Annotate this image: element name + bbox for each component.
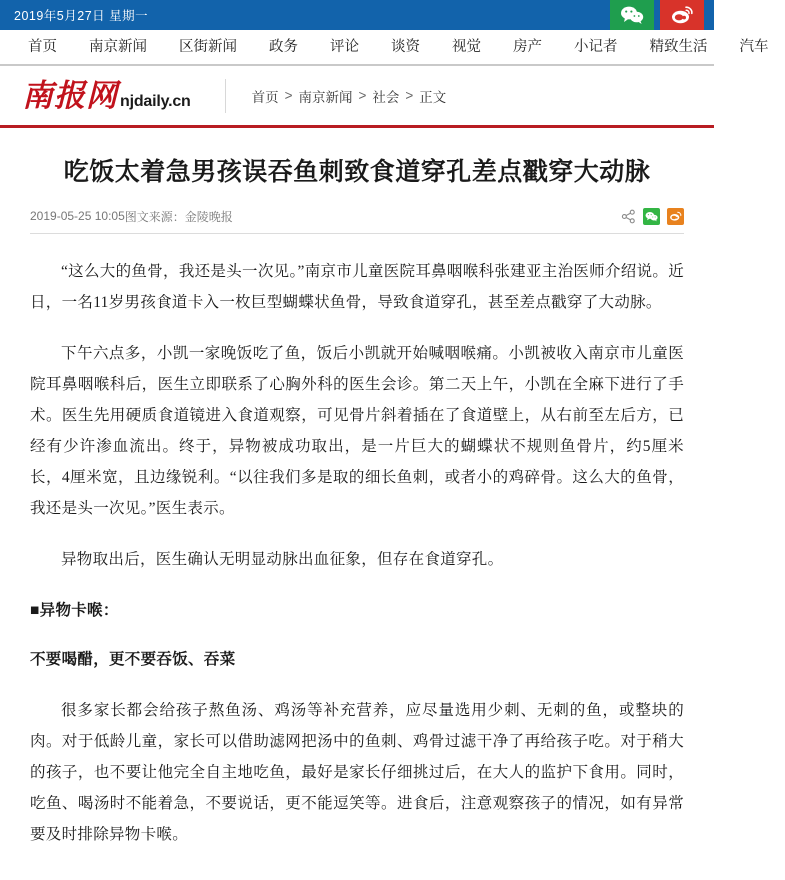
nav-item-5[interactable]: 谈资: [391, 39, 420, 55]
main-navigation: [0, 30, 769, 66]
weibo-icon[interactable]: [660, 0, 704, 30]
article-source: 图文来源：金陵晚报: [124, 209, 233, 224]
breadcrumb: [252, 86, 447, 106]
breadcrumb-separator-1: >: [358, 88, 367, 103]
breadcrumb-item-1[interactable]: 南京新闻: [298, 89, 353, 105]
page-title: 吃饭太着急男孩误吞鱼刺致食道穿孔差点戳穿大动脉: [63, 158, 651, 186]
article-date: 2019-05-25 10:05: [30, 209, 125, 224]
current-date: 2019年5月27日 星期一: [14, 9, 149, 23]
share-group: [620, 208, 684, 225]
article-body: [30, 256, 684, 850]
nav-item-1[interactable]: 南京新闻: [89, 39, 147, 55]
nav-item-3[interactable]: 政务: [269, 39, 298, 55]
nav-item-9[interactable]: 精致生活: [649, 39, 708, 55]
share-wechat-icon[interactable]: [643, 208, 660, 225]
nav-item-6[interactable]: 视觉: [452, 39, 481, 55]
social-links: [610, 0, 704, 30]
breadcrumb-separator-2: >: [405, 88, 414, 103]
nav-item-7[interactable]: 房产: [513, 39, 542, 55]
breadcrumb-separator-0: >: [284, 88, 293, 103]
share-weibo-icon[interactable]: [667, 208, 684, 225]
article-paragraph-bold: 不要喝醋，更不要吞饭、吞菜: [30, 650, 236, 668]
nav-item-2[interactable]: 区街新闻: [179, 39, 237, 55]
breadcrumb-item-0[interactable]: 首页: [251, 89, 279, 105]
top-bar: [0, 0, 714, 30]
breadcrumb-item-3: 正文: [419, 89, 447, 105]
article-paragraph-5: 很多家长都会给孩子熬鱼汤、鸡汤等补充营养，应尽量选用少刺、无刺的鱼，或整块的肉。对于低龄儿童，家长可以借助滤网把汤中的鱼刺、鸡骨过滤干净了再给孩子吃。对于稍大的孩子，也不要让他完全自主地吃鱼，最好是家长仔细挑过后，在大人的监护下食用。同时，吃鱼、喝汤时不能着急，不要说话，更不能逗笑等。进食后，注意观察孩子的情况，如有异常要及时排除异物卡喉。: [30, 701, 684, 843]
nav-item-4[interactable]: 评论: [330, 39, 359, 55]
breadcrumb-item-2[interactable]: 社会: [372, 89, 400, 105]
article-paragraph-1: 下午六点多，小凯一家晚饭吃了鱼，饭后小凯就开始喊咽喉痛。小凯被收入南京市儿童医院耳鼻咽喉科后，医生立即联系了心胸外科的医生会诊。第二天上午，小凯在全麻下进行了手术。医生先用硬质食道镜进入食道观察，可见骨片斜着插在了食道壁上，从右前至左后方，已经有少许渗血流出。终于，异物被成功取出，是一片巨大的蝴蝶状不规则鱼骨片，约5厘米长，4厘米宽，且边缘锐利。“以往我们多是取的细长鱼刺，或者小的鸡碎骨。这么大的鱼骨，我还是头一次见。”医生表示。: [30, 344, 684, 517]
article-paragraph-2: 异物取出后，医生确认无明显动脉出血征象，但存在食道穿孔。: [61, 550, 504, 568]
nav-item-10[interactable]: 汽车: [739, 39, 769, 55]
nav-item-8[interactable]: 小记者: [574, 39, 618, 55]
article-meta: [30, 208, 684, 234]
article: [0, 128, 714, 880]
article-paragraph-0: “这么大的鱼骨，我还是头一次见。”南京市儿童医院耳鼻咽喉科张建亚主治医师介绍说。近日，一名11岁男孩食道卡入一枚巨型蝴蝶状鱼骨，导致食道穿孔，甚至差点戳穿了大动脉。: [30, 262, 684, 311]
nav-item-0[interactable]: 首页: [28, 39, 57, 55]
share-icon[interactable]: [620, 208, 636, 224]
article-subheading: ■异物卡喉：: [30, 601, 119, 619]
site-logo-en: njdaily.cn: [120, 93, 191, 110]
site-logo[interactable]: [18, 80, 191, 111]
logo-bar: [0, 66, 714, 128]
wechat-icon[interactable]: [610, 0, 654, 30]
site-logo-cn: 南报网: [22, 78, 118, 113]
logo-divider: [225, 79, 226, 113]
